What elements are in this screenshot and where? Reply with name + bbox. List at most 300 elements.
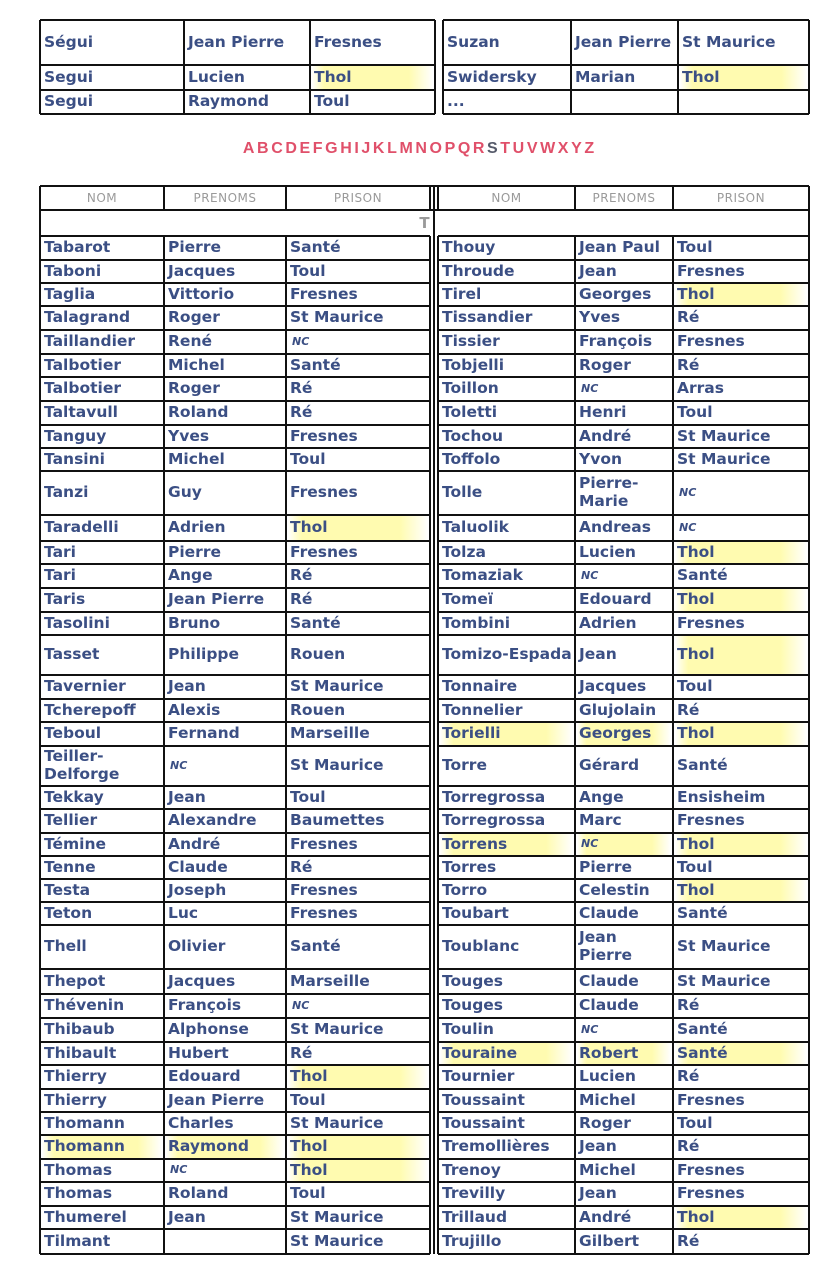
prison-cell: Santé	[677, 1020, 728, 1039]
name-cell: Swidersky	[447, 67, 537, 86]
alphabet-letter-r[interactable]: R	[472, 140, 485, 157]
name-cell: Toletti	[442, 403, 498, 422]
alphabet-letter-s[interactable]: S	[487, 140, 498, 157]
first-name-cell: Hubert	[168, 1043, 229, 1062]
prison-cell: Thol	[675, 589, 807, 611]
first-name-cell: Lucien	[579, 542, 636, 561]
first-name-cell: Jean	[168, 1207, 206, 1226]
prison-cell: NC	[679, 520, 697, 534]
alphabet-letter-w[interactable]: W	[540, 140, 556, 157]
prison-cell: Fresnes	[290, 483, 358, 502]
table-divider	[429, 186, 431, 210]
prison-cell: Ré	[677, 308, 700, 327]
name-cell: Tasset	[44, 645, 100, 664]
first-name-cell: Jean	[579, 1184, 617, 1203]
first-name-cell: Jean	[168, 787, 206, 806]
table-divider	[163, 186, 165, 210]
name-cell: Tissier	[442, 332, 500, 351]
prison-cell: St Maurice	[290, 1207, 384, 1226]
name-cell: Tilmant	[44, 1231, 111, 1250]
name-cell: Taris	[44, 590, 86, 609]
name-cell: Tellier	[44, 811, 98, 830]
first-name-cell: Adrien	[579, 613, 637, 632]
first-name-cell: Pierre	[579, 857, 632, 876]
prison-cell: Ré	[290, 403, 313, 422]
first-name-cell: Ange	[579, 787, 624, 806]
prison-cell: Fresnes	[290, 903, 358, 922]
first-name-cell: Roland	[168, 1184, 229, 1203]
first-name-cell: Yves	[579, 308, 621, 327]
first-name-cell: Claude	[579, 996, 639, 1015]
prison-cell: Fresnes	[677, 613, 745, 632]
name-cell: Throude	[442, 261, 515, 280]
table-divider	[808, 236, 810, 1254]
first-name-cell: Jean	[579, 261, 617, 280]
name-cell: Taradelli	[44, 518, 119, 537]
table-divider	[570, 20, 572, 114]
table-rule	[40, 185, 809, 187]
prison-cell: Toul	[290, 449, 326, 468]
name-cell: Teboul	[44, 724, 102, 743]
alphabet-letter-e[interactable]: E	[299, 140, 311, 157]
first-name-cell: Edouard	[168, 1067, 241, 1086]
prison-cell: Ré	[290, 379, 313, 398]
prison-cell: Ensisheim	[677, 787, 766, 806]
first-name-cell: François	[579, 332, 653, 351]
first-name-cell: Vittorio	[168, 284, 235, 303]
table-rule	[40, 113, 435, 115]
alphabet-letter-j[interactable]: J	[361, 140, 371, 157]
name-cell: Tabarot	[44, 238, 111, 257]
first-name-cell: Gérard	[579, 756, 640, 775]
prison-cell: Ré	[677, 355, 700, 374]
name-cell: Toublanc	[442, 937, 520, 956]
name-cell: Tolza	[442, 542, 486, 561]
name-cell: Talagrand	[44, 308, 131, 327]
name-cell: Tremollières	[442, 1137, 550, 1156]
prison-cell: Ré	[677, 1067, 700, 1086]
column-header-nom: NOM	[491, 191, 522, 205]
name-cell: Tochou	[442, 426, 504, 445]
prison-cell: Fresnes	[677, 1184, 745, 1203]
first-name-cell: Charles	[168, 1113, 234, 1132]
prison-cell: Fresnes	[677, 1090, 745, 1109]
name-cell: Thibault	[44, 1043, 117, 1062]
name-cell: Trujillo	[442, 1231, 502, 1250]
first-name-cell: Marc	[579, 811, 622, 830]
table-divider	[442, 20, 444, 114]
prison-cell: Toul	[677, 677, 713, 696]
first-name-cell: NC	[170, 758, 188, 772]
first-name-cell: Philippe	[168, 645, 240, 664]
alphabet-letter-v[interactable]: V	[526, 140, 538, 157]
alphabet-letter-x[interactable]: X	[557, 140, 569, 157]
prison-cell: Toul	[314, 92, 350, 111]
first-name-cell: Jean	[579, 1137, 617, 1156]
prison-cell: Marseille	[290, 971, 370, 990]
name-cell: Touges	[442, 996, 504, 1015]
name-cell: Tanguy	[44, 426, 107, 445]
prison-cell: Thol	[675, 723, 807, 745]
first-name-cell: Jacques	[168, 261, 236, 280]
name-cell: Thepot	[44, 971, 106, 990]
name-cell: Tari	[44, 566, 76, 585]
name-cell: Segui	[44, 92, 94, 111]
prison-cell: Ré	[677, 700, 700, 719]
first-name-cell: Henri	[579, 403, 627, 422]
prison-cell: Thol	[312, 66, 433, 89]
name-cell: Thibaub	[44, 1020, 115, 1039]
prison-cell: Rouen	[290, 700, 346, 719]
first-name-cell: Claude	[168, 857, 228, 876]
prison-cell: NC	[679, 485, 697, 499]
name-cell: Thomann	[42, 1136, 162, 1158]
first-name-cell: Roger	[579, 355, 631, 374]
alphabet-letter-p[interactable]: P	[444, 140, 456, 157]
name-cell: Touraine	[440, 1043, 573, 1064]
first-name-cell: Pierre	[168, 542, 221, 561]
table-divider	[808, 20, 810, 114]
first-name-cell: Fernand	[168, 724, 240, 743]
prison-cell: Santé	[677, 903, 728, 922]
table-divider	[285, 236, 287, 1254]
name-cell: Thumerel	[44, 1207, 127, 1226]
alphabet-letter-t[interactable]: T	[500, 140, 511, 157]
alphabet-letter-f[interactable]: F	[312, 140, 323, 157]
first-name-cell: Jacques	[579, 677, 647, 696]
table-divider	[574, 236, 576, 1254]
first-name-cell	[573, 91, 676, 113]
alphabet-letter-z[interactable]: Z	[584, 140, 595, 157]
prison-cell: Fresnes	[290, 880, 358, 899]
name-cell: Tcherepoff	[44, 700, 136, 719]
prison-cell: Toul	[290, 1184, 326, 1203]
alphabet-letter-g[interactable]: G	[325, 140, 338, 157]
first-name-cell: Edouard	[579, 590, 652, 609]
name-cell: Toubart	[442, 903, 509, 922]
first-name-cell: André	[579, 426, 632, 445]
name-cell: Tissandier	[442, 308, 533, 327]
name-cell: Segui	[44, 67, 94, 86]
alphabet-letter-m[interactable]: M	[399, 140, 413, 157]
alphabet-nav	[0, 140, 837, 158]
name-cell: Taglia	[44, 284, 96, 303]
name-cell: Tobjelli	[442, 355, 505, 374]
name-cell: Trevilly	[442, 1184, 506, 1203]
alphabet-letter-n[interactable]: N	[415, 140, 427, 157]
first-name-cell: NC	[581, 568, 599, 582]
first-name-cell: René	[168, 332, 212, 351]
name-cell: ...	[447, 92, 465, 111]
name-cell: Toffolo	[442, 449, 501, 468]
prison-cell: Fresnes	[290, 834, 358, 853]
prison-cell: Fresnes	[677, 261, 745, 280]
name-cell: Ségui	[44, 32, 94, 51]
name-cell: Talbotier	[44, 379, 121, 398]
alphabet-letter-d[interactable]: D	[285, 140, 297, 157]
table-rule	[443, 113, 809, 115]
table-divider	[672, 236, 674, 1254]
name-cell: Torrens	[440, 834, 573, 855]
prison-cell: St Maurice	[677, 426, 771, 445]
prison-cell: Fresnes	[290, 426, 358, 445]
name-cell: Taillandier	[44, 332, 136, 351]
name-cell: Torielli	[440, 723, 573, 745]
first-name-cell: Marian	[575, 67, 636, 86]
name-cell: Tomizo-Espada	[442, 645, 572, 664]
first-name-cell: Michel	[579, 1160, 636, 1179]
first-name-cell: Alexandre	[168, 811, 257, 830]
table-divider	[163, 236, 165, 1254]
alphabet-letter-k[interactable]: K	[372, 140, 385, 157]
alphabet-letter-u[interactable]: U	[512, 140, 525, 157]
name-cell: Torregrossa	[442, 787, 546, 806]
first-name-cell: Roger	[168, 379, 220, 398]
table-divider	[808, 210, 810, 236]
name-cell: Thierry	[44, 1067, 107, 1086]
prison-cell: Arras	[677, 379, 724, 398]
column-header-prison: PRISON	[716, 191, 766, 205]
prison-cell: St Maurice	[290, 1113, 384, 1132]
prison-cell: Fresnes	[677, 811, 745, 830]
table-rule	[438, 1253, 809, 1255]
prison-cell: Toul	[290, 261, 326, 280]
column-header-prenoms: PRENOMS	[193, 191, 257, 205]
first-name-cell: Ange	[168, 566, 213, 585]
first-name-cell: Jean Pierre	[168, 590, 265, 609]
first-name-cell: Bruno	[168, 613, 221, 632]
first-name-cell: Alphonse	[168, 1020, 249, 1039]
prison-cell: St Maurice	[677, 449, 771, 468]
table-divider	[677, 20, 679, 114]
name-cell: Toussaint	[442, 1090, 525, 1109]
prison-cell: St Maurice	[290, 1020, 384, 1039]
prison-cell: Thol	[675, 542, 807, 563]
name-cell: Touges	[442, 971, 504, 990]
prison-cell: Toul	[290, 1090, 326, 1109]
prison-cell: Toul	[677, 1113, 713, 1132]
prison-cell	[680, 91, 807, 113]
alphabet-letter-l[interactable]: L	[387, 140, 397, 157]
alphabet-letter-h[interactable]: H	[340, 140, 352, 157]
table-divider	[183, 20, 185, 114]
first-name-cell: Michel	[168, 449, 225, 468]
prison-cell: Toul	[677, 857, 713, 876]
alphabet-letter-q[interactable]: Q	[457, 140, 471, 157]
prison-cell: Ré	[290, 566, 313, 585]
prison-cell: Ré	[290, 590, 313, 609]
name-cell: Tombini	[442, 613, 511, 632]
first-name-cell: Celestin	[579, 880, 650, 899]
name-cell: Taboni	[44, 261, 102, 280]
prison-cell: Thol	[680, 66, 807, 89]
prison-cell: St Maurice	[677, 937, 771, 956]
alphabet-letter-y[interactable]: Y	[571, 140, 582, 157]
first-name-cell: Claude	[579, 971, 639, 990]
table-rule	[40, 1253, 430, 1255]
name-cell: Torre	[442, 756, 487, 775]
prison-cell: St Maurice	[290, 677, 384, 696]
prison-cell: Santé	[677, 756, 728, 775]
prison-cell: Santé	[675, 1043, 807, 1064]
prison-cell: Santé	[290, 355, 341, 374]
name-cell: Tonnelier	[442, 700, 523, 719]
table-divider	[39, 20, 41, 114]
name-cell: Thierry	[44, 1090, 107, 1109]
alphabet-letter-a[interactable]: A	[242, 140, 255, 157]
prison-cell: Ré	[677, 996, 700, 1015]
first-name-cell: Pierre-Marie	[579, 474, 639, 510]
first-name-cell: Jean Pierre	[579, 928, 632, 964]
first-name-cell: Georges	[579, 284, 652, 303]
name-cell: Tomaziak	[442, 566, 523, 585]
alphabet-letter-c[interactable]: C	[271, 140, 283, 157]
prison-cell: Toul	[677, 403, 713, 422]
name-cell: Thomas	[44, 1184, 113, 1203]
prison-cell: Thol	[675, 834, 807, 855]
prison-cell: Fresnes	[290, 542, 358, 561]
first-name-cell: Michel	[579, 1090, 636, 1109]
first-name-cell: Jacques	[168, 971, 236, 990]
first-name-cell: Michel	[168, 355, 225, 374]
name-cell: Témine	[44, 834, 107, 853]
name-cell: Torres	[442, 857, 497, 876]
name-cell: Tournier	[442, 1067, 515, 1086]
prison-cell: NC	[292, 334, 310, 348]
table-divider	[574, 186, 576, 210]
name-cell: Trillaud	[442, 1207, 508, 1226]
name-cell: Torregrossa	[442, 811, 546, 830]
first-name-cell: Jean	[579, 645, 617, 664]
name-cell: Suzan	[447, 32, 500, 51]
name-cell: Taluolik	[442, 518, 509, 537]
first-name-cell: Roger	[579, 1113, 631, 1132]
column-header-prenoms: PRENOMS	[592, 191, 656, 205]
first-name-cell: NC	[577, 834, 671, 855]
name-cell: Toussaint	[442, 1113, 525, 1132]
prison-cell: Fresnes	[290, 284, 358, 303]
first-name-cell: Yves	[168, 426, 210, 445]
prison-cell: St Maurice	[290, 1231, 384, 1250]
name-cell: Taltavull	[44, 403, 118, 422]
prison-cell: Santé	[290, 613, 341, 632]
first-name-cell: Glujolain	[579, 700, 657, 719]
prison-cell: Marseille	[290, 724, 370, 743]
name-cell: Tomeï	[442, 590, 494, 609]
table-divider	[433, 186, 435, 1254]
name-cell: Tolle	[442, 483, 483, 502]
prison-cell: Santé	[290, 238, 341, 257]
alphabet-letter-i[interactable]: I	[354, 140, 359, 157]
prison-cell: Thol	[675, 880, 807, 901]
first-name-cell: Jean Paul	[579, 238, 660, 257]
prison-cell: Toul	[677, 238, 713, 257]
first-name-cell: Jean	[168, 677, 206, 696]
table-divider	[39, 186, 41, 210]
prison-cell: Toul	[290, 787, 326, 806]
first-name-cell: André	[168, 834, 221, 853]
prison-cell: NC	[292, 998, 310, 1012]
prison-cell: St Maurice	[677, 971, 771, 990]
name-cell: Thomas	[44, 1160, 113, 1179]
first-name-cell: Andreas	[579, 518, 651, 537]
name-cell: Talbotier	[44, 355, 121, 374]
first-name-cell: Raymond	[166, 1136, 284, 1158]
name-cell: Tansini	[44, 449, 105, 468]
first-name-cell: André	[579, 1207, 632, 1226]
name-cell: Trenoy	[442, 1160, 501, 1179]
name-cell: Testa	[44, 880, 91, 899]
first-name-cell	[166, 1230, 284, 1253]
name-cell: Tari	[44, 542, 76, 561]
first-name-cell: Robert	[577, 1043, 671, 1064]
table-divider	[429, 236, 431, 1254]
name-cell: Thell	[44, 937, 87, 956]
prison-cell: St Maurice	[290, 756, 384, 775]
first-name-cell: Roland	[168, 403, 229, 422]
prison-cell: Thol	[288, 516, 428, 540]
name-cell: Tasolini	[44, 613, 110, 632]
name-cell: Tonnaire	[442, 677, 518, 696]
alphabet-letter-b[interactable]: B	[257, 140, 269, 157]
prison-cell: Thol	[288, 1136, 428, 1158]
first-name-cell: Lucien	[579, 1067, 636, 1086]
first-name-cell: Yvon	[579, 449, 623, 468]
name-cell: Tenne	[44, 857, 96, 876]
first-name-cell: Luc	[168, 903, 199, 922]
prison-cell: Thol	[288, 1160, 428, 1181]
prison-cell: Ré	[677, 1137, 700, 1156]
prison-cell: Fresnes	[677, 332, 745, 351]
prison-cell: Santé	[677, 566, 728, 585]
first-name-cell: Olivier	[168, 937, 226, 956]
name-cell: Thévenin	[44, 996, 125, 1015]
table-divider	[808, 186, 810, 210]
prison-cell: Rouen	[290, 645, 346, 664]
name-cell: Teton	[44, 903, 93, 922]
prison-cell: St Maurice	[682, 32, 776, 51]
name-cell: Teiller-Delforge	[44, 747, 120, 783]
first-name-cell: NC	[581, 381, 599, 395]
first-name-cell: Pierre	[168, 238, 221, 257]
prison-cell: Thol	[675, 636, 807, 674]
name-cell: Toillon	[442, 379, 499, 398]
table-divider	[434, 20, 436, 114]
prison-cell: Fresnes	[677, 1160, 745, 1179]
first-name-cell: Joseph	[168, 880, 227, 899]
prison-cell: Ré	[677, 1231, 700, 1250]
alphabet-letter-o[interactable]: O	[429, 140, 442, 157]
first-name-cell: Georges	[577, 723, 671, 745]
name-cell: Toulin	[442, 1020, 494, 1039]
name-cell: Torro	[442, 880, 488, 899]
first-name-cell: Lucien	[188, 67, 245, 86]
first-name-cell: Jean Pierre	[188, 32, 285, 51]
first-name-cell: Guy	[168, 483, 202, 502]
first-name-cell: François	[168, 996, 242, 1015]
column-header-nom: NOM	[86, 191, 118, 205]
first-name-cell: Roger	[168, 308, 220, 327]
prison-cell: Thol	[675, 284, 807, 305]
first-name-cell: Jean Pierre	[575, 32, 672, 51]
name-cell: Thomann	[44, 1113, 125, 1132]
table-divider	[285, 186, 287, 210]
prison-cell: Thol	[288, 1066, 428, 1088]
table-divider	[672, 186, 674, 210]
first-name-cell: NC	[170, 1163, 188, 1177]
first-name-cell: Raymond	[188, 92, 269, 111]
table-divider	[437, 236, 439, 1254]
